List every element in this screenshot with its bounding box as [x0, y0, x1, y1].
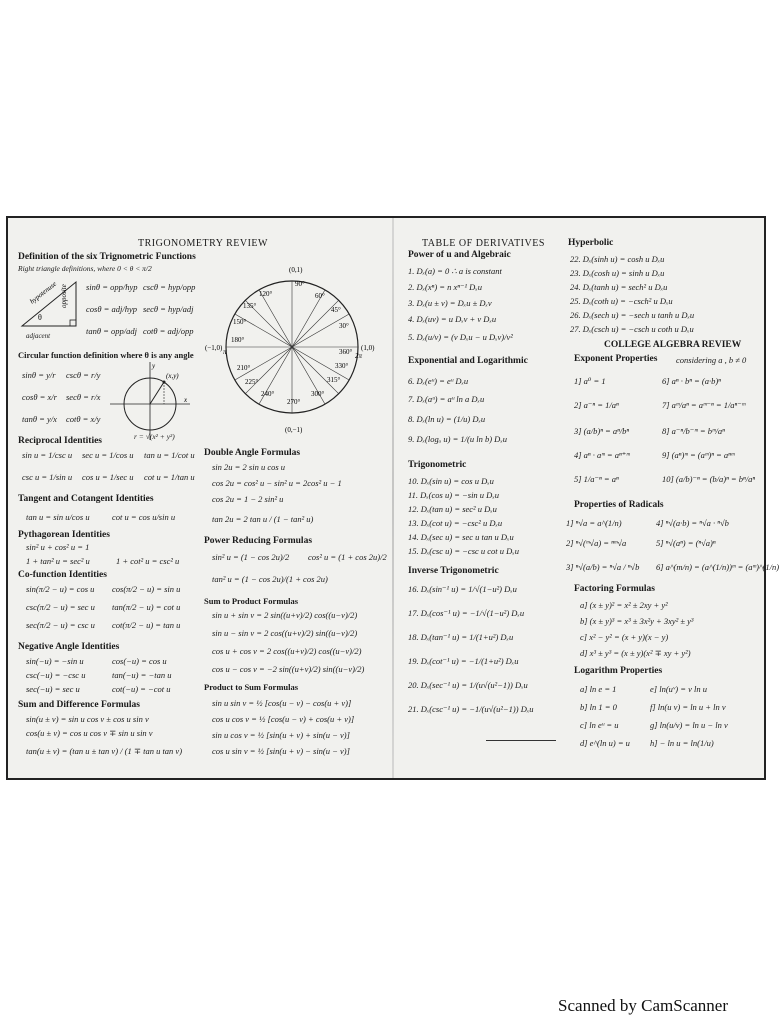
- double-0: sin 2u = 2 sin u cos u: [212, 462, 286, 472]
- pyth-1: 1 + tan² u = sec² u: [26, 556, 90, 566]
- p2s-0: sin u sin v = ½ [cos(u − v) − cos(u + v)]: [212, 698, 352, 708]
- uc-210: 210°: [237, 364, 251, 372]
- recip-5: cot u = 1/tan u: [144, 472, 195, 482]
- circ-cot: cotθ = x/y: [66, 414, 101, 424]
- theta-label: θ: [38, 313, 42, 322]
- double-3: tan 2u = 2 tan u / (1 − tan² u): [212, 514, 314, 524]
- s2p-3: cos u − cos v = −2 sin((u+v)/2) sin((u−v)/2): [212, 664, 365, 674]
- uc-180: 180°: [231, 336, 245, 344]
- uc-pi: π: [223, 348, 227, 356]
- deriv-title: TABLE OF DERIVATIVES: [422, 238, 545, 249]
- exp-2: 2] a⁻ⁿ = 1/aⁿ: [574, 400, 619, 410]
- deriv-18: 18. Dₓ(tan⁻¹ u) = 1/(1+u²) Dₓu: [408, 632, 514, 642]
- log-f: f] ln(u v) = ln u + ln v: [650, 702, 726, 712]
- pyth-2: 1 + cot² u = csc² u: [116, 556, 180, 566]
- exp-4: 4] aⁿ · aᵐ = aⁿ⁺ᵐ: [574, 450, 630, 460]
- uc-120: 120°: [259, 290, 273, 298]
- uc-left-label: (−1,0): [205, 344, 223, 352]
- recip-1: sec u = 1/cos u: [82, 450, 134, 460]
- power-heading: Power Reducing Formulas: [204, 536, 313, 546]
- sumdiff-2: tan(u ± v) = (tan u ± tan v) / (1 ∓ tan u tan v): [26, 746, 183, 756]
- deriv-4: 4. Dₓ(uv) = u Dₓv + v Dₓu: [408, 314, 497, 324]
- deriv-20: 20. Dₓ(sec⁻¹ u) = 1/(u√(u²−1)) Dₓu: [408, 680, 528, 690]
- log-d: d] e^(ln u) = u: [580, 738, 630, 748]
- circ-csc: cscθ = r/y: [66, 370, 101, 380]
- uc-240: 240°: [261, 390, 275, 398]
- log-b: b] ln 1 = 0: [580, 702, 617, 712]
- formula-sheet: [6, 216, 779, 780]
- opp-label: opposite: [60, 284, 68, 308]
- neg-3: tan(−u) = −tan u: [112, 670, 172, 680]
- cos-def: cosθ = adj/hyp: [86, 304, 137, 314]
- alg-heading: COLLEGE ALGEBRA REVIEW: [604, 340, 742, 350]
- power-u-heading: Power of u and Algebraic: [408, 250, 511, 260]
- explog-heading: Exponential and Logarithmic: [408, 356, 528, 366]
- circ-tan: tanθ = y/x: [22, 414, 57, 424]
- log-c: c] ln eᵘ = u: [580, 720, 619, 730]
- deriv-2: 2. Dₓ(xⁿ) = n xⁿ⁻¹ Dₓu: [408, 282, 482, 292]
- uc-315: 315°: [327, 376, 341, 384]
- uc-360: 360°: [339, 348, 353, 356]
- double-heading: Double Angle Formulas: [204, 448, 301, 458]
- uc-150: 150°: [233, 318, 247, 326]
- deriv-9: 9. Dₓ(logₐ u) = 1/(u ln b) Dₓu: [408, 434, 507, 444]
- rad-2: 2] ⁿ√(ᵐ√a) = ⁿᵐ√a: [566, 538, 627, 548]
- neg-4: sec(−u) = sec u: [26, 684, 80, 694]
- csc-def: cscθ = hyp/opp: [143, 282, 196, 292]
- exp-8: 8] a⁻ⁿ/b⁻ᵐ = bᵐ/aⁿ: [662, 426, 725, 436]
- deriv-19: 19. Dₓ(cot⁻¹ u) = −1/(1+u²) Dₓu: [408, 656, 519, 666]
- rad-1: 1] ⁿ√a = a^(1/n): [566, 518, 622, 528]
- cofunc-4: sec(π/2 − u) = csc u: [26, 620, 95, 630]
- rad-4: 4] ⁿ√(a·b) = ⁿ√a · ⁿ√b: [656, 518, 729, 528]
- uc-30: 30°: [339, 322, 349, 330]
- rad-3: 3] ⁿ√(a/b) = ⁿ√a / ⁿ√b: [566, 562, 640, 572]
- unit-circle-spoke: [259, 290, 292, 347]
- sin-def: sinθ = opp/hyp: [86, 282, 138, 292]
- recip-0: sin u = 1/csc u: [22, 450, 73, 460]
- deriv-27: 27. Dₓ(csch u) = −csch u coth u Dₓu: [570, 324, 694, 334]
- hyp-label: hypotenuse: [28, 279, 59, 306]
- sumdiff-1: cos(u ± v) = cos u cos v ∓ sin u sin v: [26, 728, 153, 738]
- cofunc-3: tan(π/2 − u) = cot u: [112, 602, 181, 612]
- p2s-2: sin u cos v = ½ [sin(u + v) + sin(u − v)]: [212, 730, 350, 740]
- recip-2: tan u = 1/cot u: [144, 450, 195, 460]
- deriv-14: 14. Dₓ(sec u) = sec u tan u Dₓu: [408, 532, 514, 542]
- deriv-5: 5. Dₓ(u/v) = (v Dₓu − u Dₓv)/v²: [408, 332, 513, 342]
- neg-2: csc(−u) = −csc u: [26, 670, 86, 680]
- trig-review-title: TRIGONOMETRY REVIEW: [138, 238, 268, 249]
- deriv-24: 24. Dₓ(tanh u) = sech² u Dₓu: [570, 282, 668, 292]
- fact-c: c] x² − y² = (x + y)(x − y): [580, 632, 669, 642]
- pyth-heading: Pythagorean Identities: [18, 530, 110, 540]
- uc-300: 300°: [311, 390, 325, 398]
- cofunc-heading: Co-function Identities: [18, 570, 107, 580]
- rad-heading: Properties of Radicals: [574, 500, 664, 510]
- circ-cos: cosθ = x/r: [22, 392, 57, 402]
- unit-circle-spoke: [245, 347, 292, 394]
- def-sub: Right triangle definitions, where 0 < θ < π/2: [18, 264, 152, 273]
- uc-bottom-label: (0,−1): [285, 426, 303, 434]
- uc-45: 45°: [331, 306, 341, 314]
- p2s-1: cos u cos v = ½ [cos(u − v) + cos(u + v)]: [212, 714, 355, 724]
- sumdiff-0: sin(u ± v) = sin u cos v ± cos u sin v: [26, 714, 149, 724]
- tan-def: tanθ = opp/adj: [86, 326, 137, 336]
- signature-line: [486, 740, 556, 741]
- deriv-23: 23. Dₓ(cosh u) = sinh u Dₓu: [570, 268, 665, 278]
- uc-225: 225°: [245, 378, 259, 386]
- deriv-12: 12. Dₓ(tan u) = sec² u Dₓu: [408, 504, 497, 514]
- deriv-3: 3. Dₓ(u ± v) = Dₓu ± Dₓv: [408, 298, 492, 308]
- exp-10: 10] (a/b)⁻ⁿ = (b/a)ⁿ = bⁿ/aⁿ: [662, 474, 756, 484]
- unit-circle-spoke: [292, 314, 349, 347]
- s2p-0: sin u + sin v = 2 sin((u+v)/2) cos((u−v)/2): [212, 610, 358, 620]
- fact-d: d] x³ ± y³ = (x ± y)(x² ∓ xy + y²): [580, 648, 691, 658]
- uc-330: 330°: [335, 362, 349, 370]
- exp-1: 1] a⁰ = 1: [574, 376, 606, 386]
- deriv-25: 25. Dₓ(coth u) = −csch² u Dₓu: [570, 296, 673, 306]
- log-a: a] ln e = 1: [580, 684, 617, 694]
- uc-top-label: (0,1): [289, 266, 303, 274]
- deriv-6: 6. Dₓ(eᵘ) = eᵘ Dₓu: [408, 376, 469, 386]
- circular-heading: Circular function definition where θ is any angle: [18, 350, 194, 360]
- page-spine: [392, 218, 394, 778]
- exp-6: 6] aⁿ · bⁿ = (a·b)ⁿ: [662, 376, 721, 386]
- s2p-2: cos u + cos v = 2 cos((u+v)/2) cos((u−v)/2): [212, 646, 362, 656]
- pyth-0: sin² u + cos² u = 1: [26, 542, 90, 552]
- neg-0: sin(−u) = −sin u: [26, 656, 84, 666]
- right-triangle-diagram: [18, 276, 80, 332]
- rad-5: 5] ⁿ√(aⁿ) = (ⁿ√a)ⁿ: [656, 538, 716, 548]
- log-h: h] − ln u = ln(1/u): [650, 738, 714, 748]
- neg-1: cos(−u) = cos u: [112, 656, 167, 666]
- uc-2pi: 2π: [355, 352, 363, 360]
- sumdiff-heading: Sum and Difference Formulas: [18, 700, 140, 710]
- deriv-7: 7. Dₓ(aᵘ) = aᵘ ln a Dₓu: [408, 394, 485, 404]
- exp-cond: considering a , b ≠ 0: [676, 355, 747, 365]
- cofunc-5: cot(π/2 − u) = tan u: [112, 620, 181, 630]
- scanner-watermark: Scanned by CamScanner: [558, 996, 728, 1015]
- circ-sec: secθ = r/x: [66, 392, 101, 402]
- def-heading: Definition of the six Trignometric Functions: [18, 252, 196, 262]
- invtrig-heading: Inverse Trigonometric: [408, 566, 499, 576]
- double-2: cos 2u = 1 − 2 sin² u: [212, 494, 284, 504]
- log-g: g] ln(u/v) = ln u − ln v: [650, 720, 728, 730]
- neg-heading: Negative Angle Identities: [18, 642, 120, 652]
- deriv-16: 16. Dₓ(sin⁻¹ u) = 1/√(1−u²) Dₓu: [408, 584, 517, 594]
- deriv-22: 22. Dₓ(sinh u) = cosh u Dₓu: [570, 254, 665, 264]
- circle-point-label: (x,y): [166, 372, 179, 380]
- uc-right-label: (1,0): [361, 344, 375, 352]
- recip-3: csc u = 1/sin u: [22, 472, 73, 482]
- p2s-heading: Product to Sum Formulas: [204, 682, 299, 692]
- p2s-3: cos u sin v = ½ [sin(u + v) − sin(u − v)]: [212, 746, 350, 756]
- exp-9: 9] (aⁿ)ᵐ = (aᵐ)ⁿ = aⁿᵐ: [662, 450, 735, 460]
- uc-60: 60°: [315, 292, 325, 300]
- power-1: cos² u = (1 + cos 2u)/2: [308, 552, 387, 562]
- deriv-13: 13. Dₓ(cot u) = −csc² u Dₓu: [408, 518, 503, 528]
- hyp-heading: Hyperbolic: [568, 238, 614, 248]
- exp-heading: Exponent Properties: [574, 354, 658, 364]
- tancot-1: cot u = cos u/sin u: [112, 512, 176, 522]
- deriv-21: 21. Dₓ(csc⁻¹ u) = −1/(u√(u²−1)) Dₓu: [408, 704, 534, 714]
- unit-circle-diagram: [203, 258, 381, 436]
- tancot-0: tan u = sin u/cos u: [26, 512, 90, 522]
- s2p-1: sin u − sin v = 2 cos((u+v)/2) sin((u−v)/2): [212, 628, 358, 638]
- s2p-heading: Sum to Product Formulas: [204, 596, 299, 606]
- deriv-8: 8. Dₓ(ln u) = (1/u) Dₓu: [408, 414, 486, 424]
- uc-135: 135°: [243, 302, 257, 310]
- deriv-26: 26. Dₓ(sech u) = −sech u tanh u Dₓu: [570, 310, 695, 320]
- deriv-10: 10. Dₓ(sin u) = cos u Dₓu: [408, 476, 494, 486]
- fact-heading: Factoring Formulas: [574, 584, 656, 594]
- log-e: e] ln(uᵛ) = v ln u: [650, 684, 707, 694]
- uc-270: 270°: [287, 398, 301, 406]
- cofunc-2: csc(π/2 − u) = sec u: [26, 602, 95, 612]
- power-0: sin² u = (1 − cos 2u)/2: [212, 552, 290, 562]
- neg-5: cot(−u) = −cot u: [112, 684, 171, 694]
- r-equation: r = √(x² + y²): [134, 432, 175, 441]
- circle-diagram: [108, 358, 192, 442]
- tancot-heading: Tangent and Cotangent Identities: [18, 494, 154, 504]
- recip-4: cos u = 1/sec u: [82, 472, 134, 482]
- rad-6: 6] a^(m/n) = (a^(1/n))ᵐ = (aᵐ)^(1/n): [656, 562, 779, 572]
- circ-sin: sinθ = y/r: [22, 370, 56, 380]
- exp-7: 7] aᵐ/aⁿ = aᵐ⁻ⁿ = 1/aⁿ⁻ᵐ: [662, 400, 746, 410]
- deriv-15: 15. Dₓ(csc u) = −csc u cot u Dₓu: [408, 546, 519, 556]
- uc-90: 90°: [295, 280, 305, 288]
- double-1: cos 2u = cos² u − sin² u = 2cos² u − 1: [212, 478, 342, 488]
- deriv-17: 17. Dₓ(cos⁻¹ u) = −1/√(1−u²) Dₓu: [408, 608, 525, 618]
- log-heading: Logarithm Properties: [574, 666, 663, 676]
- trig-heading: Trigonometric: [408, 460, 467, 470]
- adj-label: adjacent: [26, 332, 51, 340]
- deriv-1: 1. Dₓ(a) = 0 ∴ a is constant: [408, 266, 502, 276]
- cot-def: cotθ = adj/opp: [143, 326, 194, 336]
- exp-3: 3] (a/b)ⁿ = aⁿ/bⁿ: [574, 426, 630, 436]
- circle-x-label: x: [184, 396, 188, 404]
- power-2: tan² u = (1 − cos 2u)/(1 + cos 2u): [212, 574, 328, 584]
- sec-def: secθ = hyp/adj: [143, 304, 194, 314]
- deriv-11: 11. Dₓ(cos u) = −sin u Dₓu: [408, 490, 499, 500]
- cofunc-0: sin(π/2 − u) = cos u: [26, 584, 95, 594]
- fact-b: b] (x ± y)³ = x³ ± 3x²y + 3xy² ± y³: [580, 616, 694, 626]
- recip-heading: Reciprocal Identities: [18, 436, 102, 446]
- unit-circle-spoke: [292, 347, 339, 394]
- fact-a: a] (x ± y)² = x² ± 2xy + y²: [580, 600, 668, 610]
- circle-y-label: y: [152, 362, 156, 370]
- exp-5: 5] 1/a⁻ⁿ = aⁿ: [574, 474, 619, 484]
- cofunc-1: cos(π/2 − u) = sin u: [112, 584, 181, 594]
